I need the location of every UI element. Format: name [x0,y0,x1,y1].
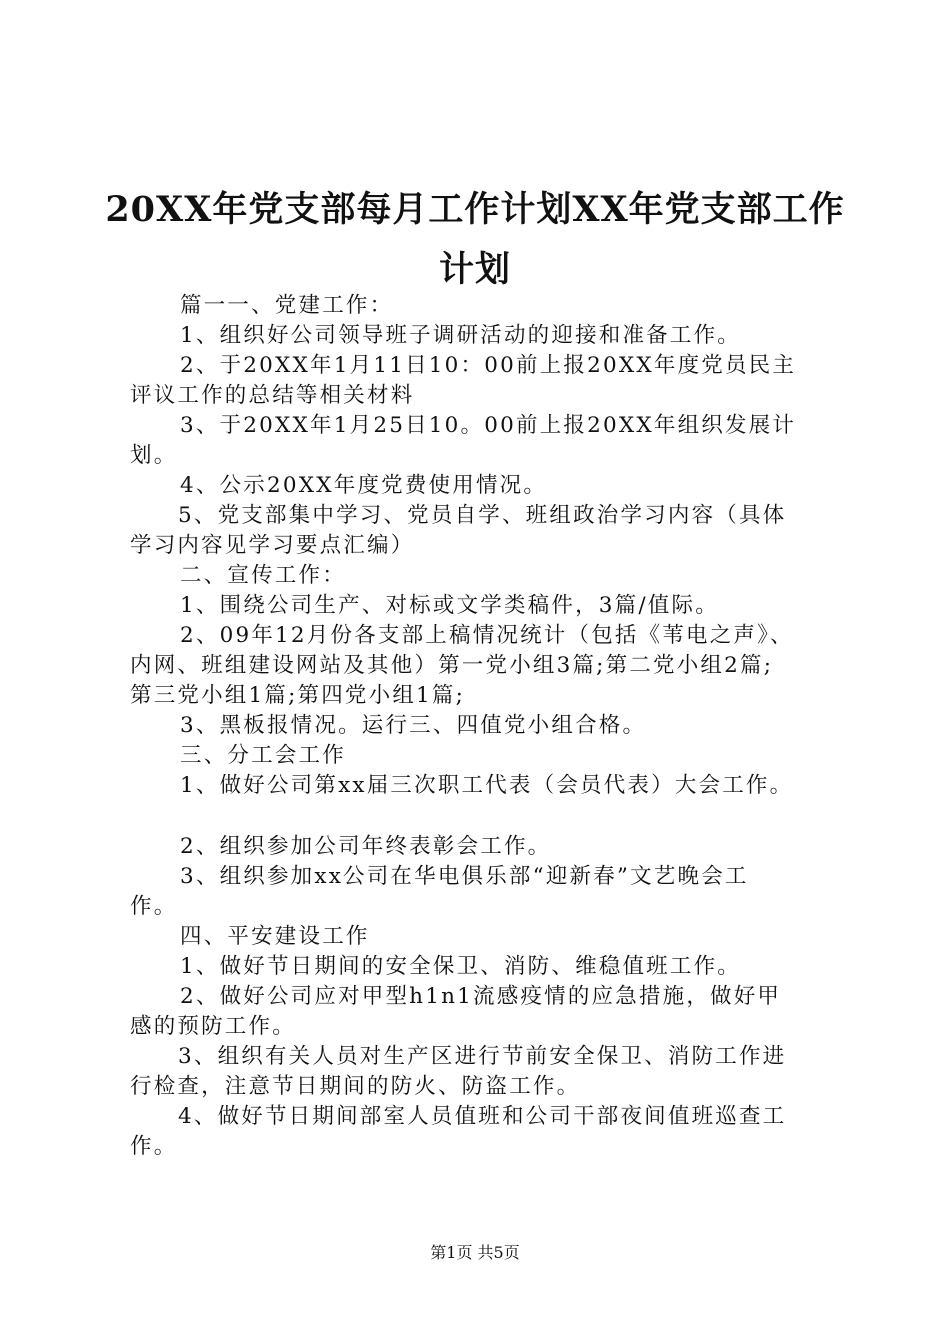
paragraph: 1、做好公司第xx届三次职工代表（会员代表）大会工作。 [180,773,794,798]
page-number-footer: 第1页 共5页 [430,1243,520,1262]
paragraph-continuation: 行检查，注意节日期间的防火、防盗工作。 [130,1074,581,1099]
paragraph: 3、组织参加xx公司在华电俱乐部“迎新春”文艺晚会工 [180,864,749,889]
section-heading-safety: 四、平安建设工作 [180,924,370,949]
paragraph: 2、09年12月份各支部上稿情况统计（包括《苇电之声》、 [180,623,794,648]
paragraph: 1、做好节日期间的安全保卫、消防、维稳值班工作。 [180,954,741,979]
document-title-line-2: 计划 [438,249,511,290]
paragraph: 4、公示20XX年度党费使用情况。 [180,473,548,498]
paragraph: 3、组织有关人员对生产区进行节前安全保卫、消防工作进 [178,1044,787,1069]
section-heading-union: 三、分工会工作 [180,743,346,768]
paragraph-continuation: 划。 [130,443,178,468]
paragraph-continuation: 感的预防工作。 [130,1014,296,1039]
paragraph-continuation: 第三党小组1篇;第四党小组1篇; [130,683,466,708]
paragraph: 2、于20XX年1月11日10：00前上报20XX年度党员民主 [180,353,797,378]
paragraph-continuation: 作。 [130,1134,178,1159]
blank-line [130,801,840,832]
document-body [130,291,840,1162]
paragraph-continuation: 内网、班组建设网站及其他）第一党小组3篇;第二党小组2篇; [130,653,774,678]
paragraph-continuation: 学习内容见学习要点汇编） [130,533,415,558]
paragraph-continuation: 作。 [130,894,178,919]
paragraph: 5、党支部集中学习、党员自学、班组政治学习内容（具体 [178,503,787,528]
paragraph-continuation: 评议工作的总结等相关材料 [130,383,415,408]
paragraph: 4、做好节日期间部室人员值班和公司干部夜间值班巡查工 [178,1104,787,1129]
document-title-line-1: 20XX年党支部每月工作计划XX年党支部工作 [105,189,845,230]
paragraph: 1、围绕公司生产、对标或文学类稿件，3篇/值际。 [180,593,719,618]
paragraph: 3、黑板报情况。运行三、四值党小组合格。 [180,713,647,738]
paragraph: 3、于20XX年1月25日10。00前上报20XX年组织发展计 [180,413,797,438]
paragraph: 2、组织参加公司年终表彰会工作。 [180,834,552,859]
section-heading-publicity: 二、宣传工作： [180,563,346,588]
section-heading-party-building: 篇一一、党建工作： [180,293,394,318]
paragraph: 2、做好公司应对甲型h1n1流感疫情的应急措施，做好甲 [180,984,782,1009]
paragraph: 1、组织好公司领导班子调研活动的迎接和准备工作。 [180,323,741,348]
